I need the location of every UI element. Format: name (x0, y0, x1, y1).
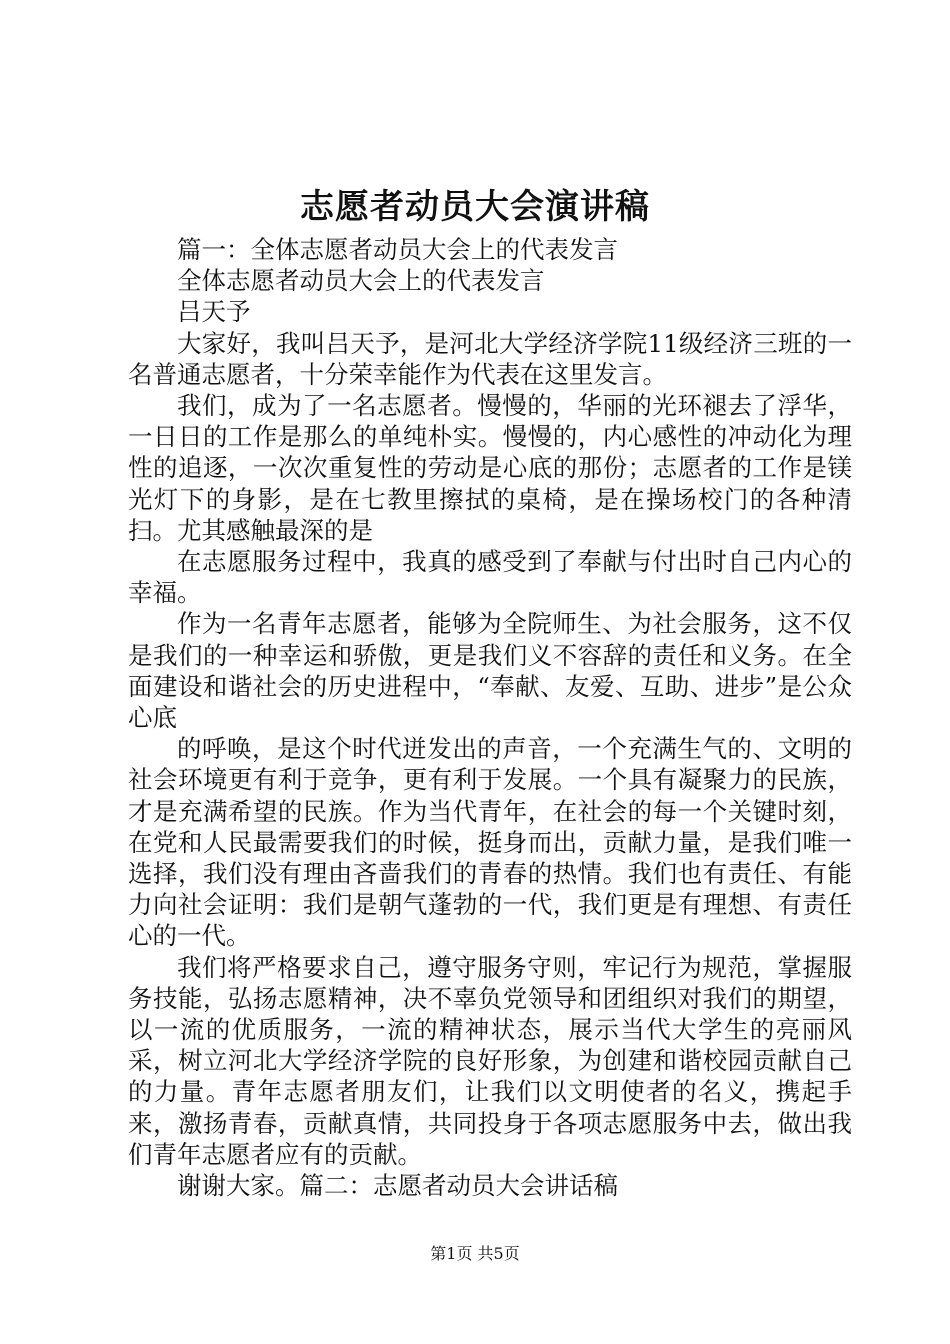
paragraph: 作为一名青年志愿者，能够为全院师生、为社会服务，这不仅是我们的一种幸运和骄傲，更是我们义不容辞的责任和义务。在全面建设和谐社会的历史进程中，“奉献、友爱、互助、进步”是公众心底 (128, 609, 852, 733)
paragraph-subtitle: 全体志愿者动员大会上的代表发言 (177, 266, 545, 296)
paragraph: 在志愿服务过程中，我真的感受到了奉献与付出时自己内心的幸福。 (128, 547, 852, 608)
page-footer: 第1页 共5页 (430, 1244, 520, 1263)
paragraph-closing: 谢谢大家。篇二：志愿者动员大会讲话稿 (177, 1171, 618, 1201)
paragraph: 我们，成为了一名志愿者。慢慢的，华丽的光环褪去了浮华，一日日的工作是那么的单纯朴实。慢慢的，内心感性的冲动化为理性的追逐，一次次重复性的劳动是心底的那份；志愿者的工作是镁光灯下的身影，是在七教里擦拭的桌椅，是在操场校门的各种清扫。尤其感触最深的是 (128, 391, 852, 545)
paragraph: 的呼唤，是这个时代迸发出的声音，一个充满生气的、文明的社会环境更有利于竞争，更有利于发展。一个具有凝聚力的民族，才是充满希望的民族。作为当代青年，在社会的每一个关键时刻，在党和人民最需要我们的时候，挺身而出，贡献力量，是我们唯一选择，我们没有理由吝啬我们的青春的热情。我们也有责任、有能力向社会证明：我们是朝气蓬勃的一代，我们更是有理想、有责任心的一代。 (128, 734, 852, 951)
document-title: 志愿者动员大会演讲稿 (300, 187, 650, 227)
paragraph: 我们将严格要求自己，遵守服务守则，牢记行为规范，掌握服务技能，弘扬志愿精神，决不辜负党领导和团组织对我们的期望，以一流的优质服务，一流的精神状态，展示当代大学生的亮丽风采，树立河北大学经济学院的良好形象，为创建和谐校园贡献自己的力量。青年志愿者朋友们，让我们以文明使者的名义，携起手来，激扬青春，贡献真情，共同投身于各项志愿服务中去，做出我们青年志愿者应有的贡献。 (128, 952, 852, 1169)
document-body (128, 234, 852, 1201)
paragraph-section-heading: 篇一：全体志愿者动员大会上的代表发言 (177, 235, 618, 264)
paragraph: 大家好，我叫吕天予，是河北大学经济学院11级经济三班的一名普通志愿者，十分荣幸能作为代表在这里发言。 (128, 328, 852, 389)
paragraph-author: 吕天予 (177, 297, 251, 327)
